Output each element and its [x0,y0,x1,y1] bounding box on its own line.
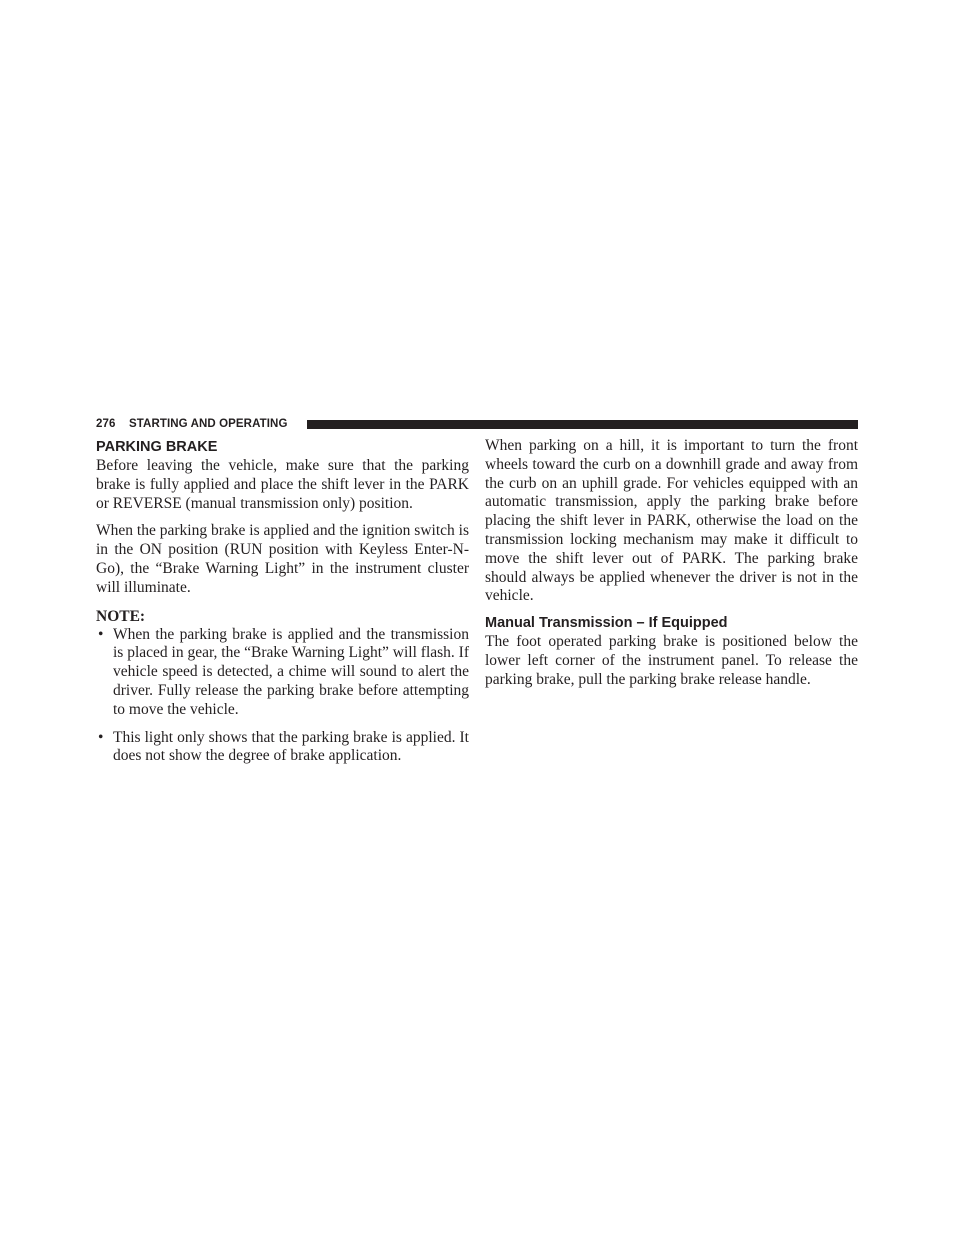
note-bullet-list [96,626,469,767]
bullet-text: This light only shows that the parking brake is applied. It does not show the degree of brake application. [113,728,469,765]
page-header [96,417,858,432]
paragraph-hill-parking: When parking on a hill, it is important to turn the front wheels toward the curb on a downhill grade and away from the curb on an uphill grade. For vehicles equipped with an automatic transmission, apply the parking brake before placing the shift lever in PARK, otherwise the load on the transmission locking mechanism may make it difficult to move the shift lever out of PARK. The parking brake should always be applied whenever the driver is not in the vehicle. [485,437,858,605]
manual-transmission-heading: Manual Transmission – If Equipped [485,615,728,632]
parking-brake-heading: PARKING BRAKE [96,439,218,455]
bullet-text: When the parking brake is applied and the transmission is placed in gear, the “Brake Warning Light” will flash. If vehicle speed is detected, a chime will sound to alert the driver. Fully release the parking brake before attempting to move the vehicle. [113,625,469,718]
header-rule-bar [307,420,858,429]
paragraph-ignition: When the parking brake is applied and the ignition switch is in the ON position (RUN position with Keyless Enter-N-Go), the “Brake Warning Light” in the instrument cluster will illuminate. [96,522,469,596]
right-column [485,437,858,690]
paragraph-foot-brake: The foot operated parking brake is positioned below the lower left corner of the instrument panel. To release the parking brake, pull the parking brake release handle. [485,633,858,688]
left-column [96,437,469,766]
paragraph-before-leaving: Before leaving the vehicle, make sure that the parking brake is fully applied and place the shift lever in the PARK or REVERSE (manual transmission only) position. [96,457,469,512]
bullet-icon: • [98,625,104,643]
page-number: 276 [96,418,116,430]
section-title: STARTING AND OPERATING [129,418,288,430]
bullet-icon: • [98,728,104,746]
list-item [96,626,469,720]
note-label: NOTE: [96,607,146,625]
list-item [96,729,469,767]
